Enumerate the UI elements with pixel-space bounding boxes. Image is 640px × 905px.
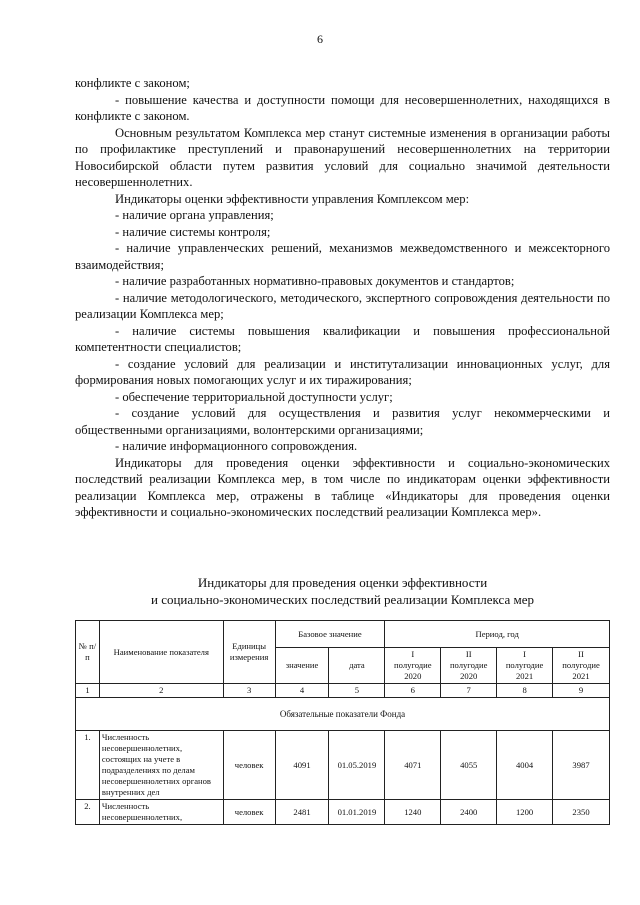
column-number: 7 [441, 684, 497, 698]
paragraph: - наличие информационного сопровождения. [115, 439, 358, 453]
header-unit: Единицы измерения [223, 621, 275, 684]
column-number: 4 [275, 684, 329, 698]
column-number: 1 [76, 684, 100, 698]
paragraph: Основным результатом Комплекса мер станут системные изменения в организации работы по профилактике преступлений и правонарушений несовершеннолетних на территории Новосибирской области путем развития условий для социально значимой деятельности несовершеннолетних. [75, 125, 610, 189]
indicators-table [75, 620, 610, 825]
row-value: 1200 [497, 800, 553, 825]
period-year: 2020 [460, 671, 478, 681]
row-name: Численность несовершеннолетних, [99, 800, 223, 825]
page-number: 6 [317, 32, 323, 46]
period-year: 2021 [572, 671, 590, 681]
section-row [76, 698, 610, 731]
table-title-line: и социально-экономических последствий реализации Комплекса мер [151, 592, 534, 607]
column-number-row [76, 684, 610, 698]
row-num: 2. [76, 800, 100, 825]
paragraph: конфликте с законом; [75, 76, 190, 90]
row-value: 2400 [441, 800, 497, 825]
table-title-line: Индикаторы для проведения оценки эффективности [197, 575, 488, 590]
row-value: 2350 [553, 800, 610, 825]
header-period-cell [553, 648, 610, 684]
period-half: II [465, 649, 472, 659]
paragraph: - наличие органа управления; [115, 208, 274, 222]
row-num: 1. [76, 731, 100, 800]
row-unit: человек [223, 731, 275, 800]
paragraph: - обеспечение территориальной доступности услуг; [115, 389, 393, 404]
header-base: Базовое значение [275, 621, 385, 648]
row-value: 3987 [553, 731, 610, 800]
column-number: 8 [497, 684, 553, 698]
column-number: 2 [99, 684, 223, 698]
row-base-date: 01.01.2019 [329, 800, 385, 825]
paragraph: - наличие методологического, методического, экспертного сопровождения деятельности по реализации Комплекса мер; [75, 290, 610, 321]
row-value: 4071 [385, 731, 441, 800]
row-unit: человек [223, 800, 275, 825]
header-period-cell [441, 648, 497, 684]
row-base-value: 4091 [275, 731, 329, 800]
table-row [76, 731, 610, 800]
paragraph: Индикаторы оценки эффективности управления Комплексом мер: [115, 191, 470, 206]
header-base-value: значение [275, 648, 329, 684]
period-year: 2021 [515, 671, 534, 681]
period-year: 2020 [404, 671, 422, 681]
header-row [76, 621, 610, 648]
paragraph: - наличие системы контроля; [115, 224, 271, 239]
header-period: Период, год [385, 621, 610, 648]
column-number: 5 [329, 684, 385, 698]
row-value: 4004 [497, 731, 553, 800]
period-half: I [411, 649, 415, 659]
row-base-value: 2481 [275, 800, 329, 825]
body-text [75, 75, 610, 521]
paragraph: - повышение качества и доступности помощи для несовершеннолетних, находящихся в конфликте с законом. [75, 92, 610, 123]
paragraph: Индикаторы для проведения оценки эффективности и социально-экономических последствий реализации Комплекса мер, в том числе по индикаторам оценки эффективности реализации Комплекса мер, отражены в таблице «Индикаторы для проведения оценки эффективности и социально-экономических последствий реализации Комплекса мер». [75, 455, 610, 519]
period-label: полугодие [562, 660, 600, 670]
column-number: 3 [223, 684, 275, 698]
paragraph: - создание условий для реализации и институтализации инновационных услуг, для формирования новых помогающих услуг и их тиражирования; [75, 356, 610, 387]
header-name: Наименование показателя [99, 621, 223, 684]
paragraph: - создание условий для осуществления и развития услуг некоммерческими и общественными организациями, волонтерскими организациями; [75, 406, 610, 437]
period-label: полугодие [449, 660, 488, 670]
row-name: Численность несовершеннолетних, состоящих на учете в подразделениях по делам несовершеннолетних органов внутренних дел [99, 731, 223, 800]
paragraph: - наличие разработанных нормативно-правовых документов и стандартов; [115, 274, 515, 288]
header-num: № п/п [76, 621, 100, 684]
row-base-date: 01.05.2019 [329, 731, 385, 800]
paragraph: - наличие системы повышения квалификации и повышения профессиональной компетентности специалистов; [75, 323, 610, 354]
period-half: II [578, 649, 584, 659]
column-number: 9 [553, 684, 610, 698]
period-half: I [523, 649, 527, 659]
row-value: 4055 [441, 731, 497, 800]
column-number: 6 [385, 684, 441, 698]
header-base-date: дата [329, 648, 385, 684]
header-period-cell [385, 648, 441, 684]
header-period-cell [497, 648, 553, 684]
period-label: полугодие [394, 660, 432, 670]
paragraph: - наличие управленческих решений, механизмов межведомственного и межсекторного взаимодействия; [75, 241, 610, 272]
period-label: полугодие [505, 660, 544, 670]
table-row [76, 800, 610, 825]
row-value: 1240 [385, 800, 441, 825]
section-title: Обязательные показатели Фонда [76, 698, 610, 731]
table-title [75, 574, 610, 608]
